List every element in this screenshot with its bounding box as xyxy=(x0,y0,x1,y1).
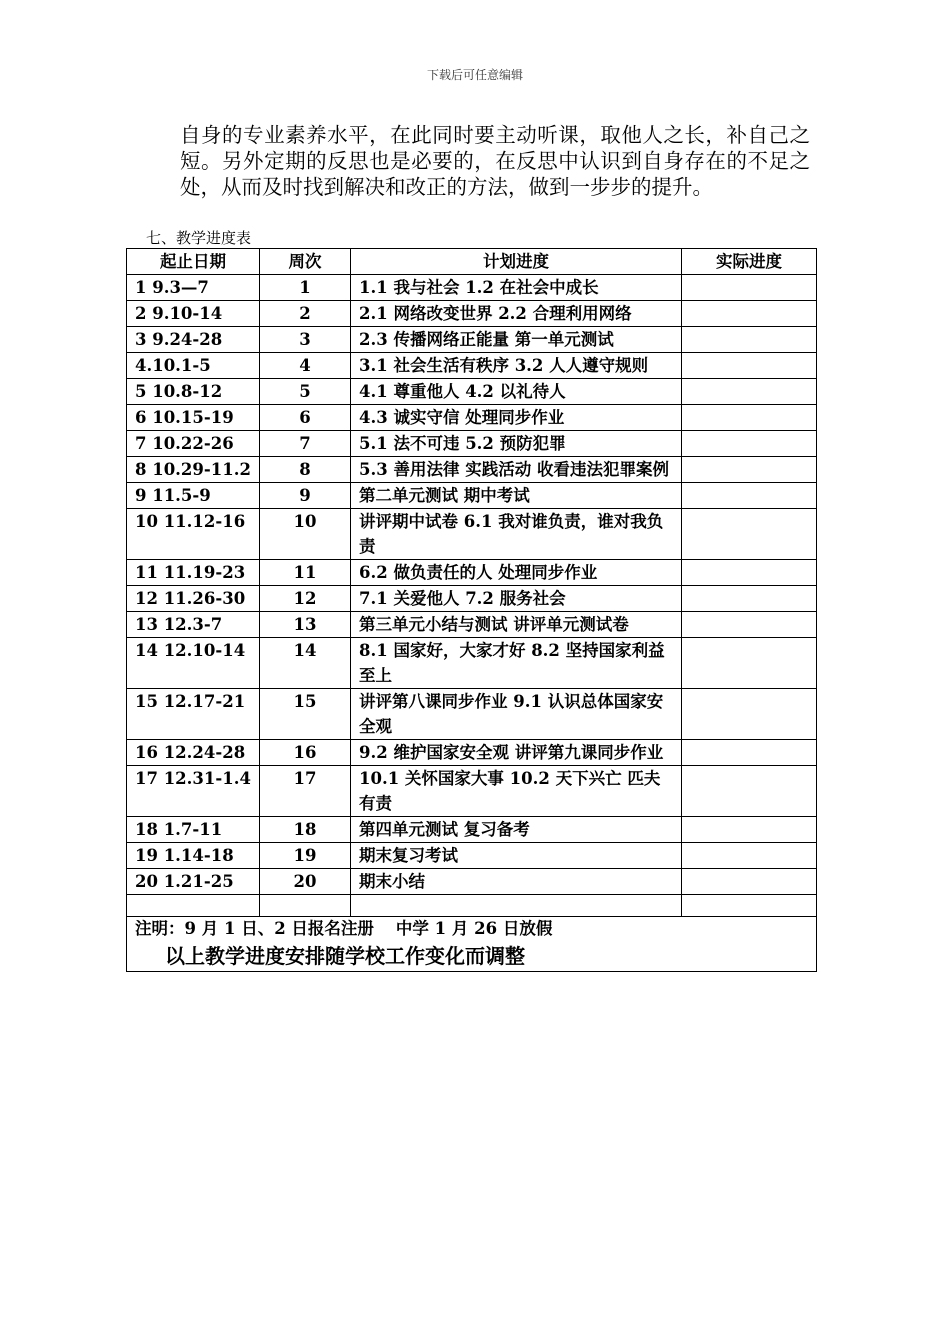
cell-actual xyxy=(682,509,817,560)
header-date: 起止日期 xyxy=(127,249,260,275)
cell-actual xyxy=(682,301,817,327)
table-row xyxy=(127,431,817,457)
cell-actual xyxy=(682,843,817,869)
cell-week: 16 xyxy=(260,740,351,766)
cell-week: 7 xyxy=(260,431,351,457)
cell-week: 13 xyxy=(260,612,351,638)
cell-actual xyxy=(682,457,817,483)
cell-date: 1 9.3—7 xyxy=(127,275,260,301)
table-row xyxy=(127,327,817,353)
cell-plan: 讲评期中试卷 6.1 我对谁负责，谁对我负责 xyxy=(351,509,682,560)
cell-actual xyxy=(682,586,817,612)
table-header-row xyxy=(127,249,817,275)
cell-date: 19 1.14-18 xyxy=(127,843,260,869)
table-row xyxy=(127,869,817,895)
blank-cell xyxy=(351,895,682,917)
cell-actual xyxy=(682,612,817,638)
cell-date: 8 10.29-11.2 xyxy=(127,457,260,483)
page-header: 下载后可任意编辑 xyxy=(426,68,523,82)
cell-actual xyxy=(682,638,817,689)
table-row xyxy=(127,612,817,638)
cell-week: 8 xyxy=(260,457,351,483)
table-row xyxy=(127,766,817,817)
note-holiday: 中学 1 月 26 日放假 xyxy=(395,919,553,938)
header-actual: 实际进度 xyxy=(682,249,817,275)
table-row xyxy=(127,301,817,327)
cell-week: 20 xyxy=(260,869,351,895)
table-row xyxy=(127,740,817,766)
cell-date: 16 12.24-28 xyxy=(127,740,260,766)
cell-week: 12 xyxy=(260,586,351,612)
cell-date: 10 11.12-16 xyxy=(127,509,260,560)
note-cell xyxy=(127,917,817,972)
cell-plan: 10.1 关怀国家大事 10.2 天下兴亡 匹夫有责 xyxy=(351,766,682,817)
cell-date: 12 11.26-30 xyxy=(127,586,260,612)
cell-date: 17 12.31-1.4 xyxy=(127,766,260,817)
cell-week: 17 xyxy=(260,766,351,817)
cell-plan: 第二单元测试 期中考试 xyxy=(351,483,682,509)
cell-plan: 3.1 社会生活有秩序 3.2 人人遵守规则 xyxy=(351,353,682,379)
cell-plan: 期末复习考试 xyxy=(351,843,682,869)
table-row xyxy=(127,353,817,379)
table-row xyxy=(127,275,817,301)
cell-week: 4 xyxy=(260,353,351,379)
cell-plan: 第四单元测试 复习备考 xyxy=(351,817,682,843)
cell-actual xyxy=(682,353,817,379)
table-row xyxy=(127,509,817,560)
table-row xyxy=(127,457,817,483)
cell-date: 9 11.5-9 xyxy=(127,483,260,509)
cell-date: 14 12.10-14 xyxy=(127,638,260,689)
table-row xyxy=(127,843,817,869)
cell-plan: 4.1 尊重他人 4.2 以礼待人 xyxy=(351,379,682,405)
cell-date: 4.10.1-5 xyxy=(127,353,260,379)
note-line-1 xyxy=(135,917,808,941)
cell-plan: 第三单元小结与测试 讲评单元测试卷 xyxy=(351,612,682,638)
cell-plan: 7.1 关爱他人 7.2 服务社会 xyxy=(351,586,682,612)
cell-plan: 2.3 传播网络正能量 第一单元测试 xyxy=(351,327,682,353)
cell-plan: 6.2 做负责任的人 处理同步作业 xyxy=(351,560,682,586)
cell-date: 3 9.24-28 xyxy=(127,327,260,353)
cell-week: 6 xyxy=(260,405,351,431)
cell-week: 19 xyxy=(260,843,351,869)
blank-cell xyxy=(682,895,817,917)
cell-plan: 9.2 维护国家安全观 讲评第九课同步作业 xyxy=(351,740,682,766)
cell-plan: 8.1 国家好，大家才好 8.2 坚持国家利益至上 xyxy=(351,638,682,689)
table-row xyxy=(127,483,817,509)
cell-date: 18 1.7-11 xyxy=(127,817,260,843)
section-title: 七、教学进度表 xyxy=(146,229,252,247)
cell-plan: 1.1 我与社会 1.2 在社会中成长 xyxy=(351,275,682,301)
cell-plan: 5.3 善用法律 实践活动 收看违法犯罪案例 xyxy=(351,457,682,483)
cell-date: 11 11.19-23 xyxy=(127,560,260,586)
cell-actual xyxy=(682,740,817,766)
cell-week: 2 xyxy=(260,301,351,327)
blank-cell xyxy=(127,895,260,917)
cell-plan: 4.3 诚实守信 处理同步作业 xyxy=(351,405,682,431)
cell-date: 7 10.22-26 xyxy=(127,431,260,457)
table-row xyxy=(127,689,817,740)
cell-actual xyxy=(682,379,817,405)
table-row xyxy=(127,379,817,405)
header-week: 周次 xyxy=(260,249,351,275)
cell-date: 5 10.8-12 xyxy=(127,379,260,405)
schedule-table xyxy=(126,248,817,972)
header-plan: 计划进度 xyxy=(351,249,682,275)
cell-actual xyxy=(682,817,817,843)
table-row xyxy=(127,560,817,586)
cell-plan: 2.1 网络改变世界 2.2 合理利用网络 xyxy=(351,301,682,327)
cell-actual xyxy=(682,869,817,895)
cell-date: 20 1.21-25 xyxy=(127,869,260,895)
cell-actual xyxy=(682,405,817,431)
cell-actual xyxy=(682,689,817,740)
cell-actual xyxy=(682,560,817,586)
cell-actual xyxy=(682,766,817,817)
cell-date: 13 12.3-7 xyxy=(127,612,260,638)
cell-week: 10 xyxy=(260,509,351,560)
cell-week: 14 xyxy=(260,638,351,689)
cell-plan: 期末小结 xyxy=(351,869,682,895)
cell-actual xyxy=(682,275,817,301)
cell-week: 11 xyxy=(260,560,351,586)
cell-week: 15 xyxy=(260,689,351,740)
note-registration: 注明：9 月 1 日、2 日报名注册 xyxy=(135,919,374,938)
cell-date: 6 10.15-19 xyxy=(127,405,260,431)
table-blank-row xyxy=(127,895,817,917)
note-row xyxy=(127,917,817,972)
blank-cell xyxy=(260,895,351,917)
cell-date: 15 12.17-21 xyxy=(127,689,260,740)
body-paragraph: 自身的专业素养水平，在此同时要主动听课，取他人之长，补自己之短。另外定期的反思也是必要的，在反思中认识到自身存在的不足之处，从而及时找到解决和改正的方法，做到一步步的提升。 xyxy=(180,123,810,199)
cell-week: 3 xyxy=(260,327,351,353)
cell-week: 1 xyxy=(260,275,351,301)
cell-week: 9 xyxy=(260,483,351,509)
cell-actual xyxy=(682,431,817,457)
cell-date: 2 9.10-14 xyxy=(127,301,260,327)
cell-plan: 5.1 法不可违 5.2 预防犯罪 xyxy=(351,431,682,457)
cell-week: 5 xyxy=(260,379,351,405)
cell-plan: 讲评第八课同步作业 9.1 认识总体国家安全观 xyxy=(351,689,682,740)
cell-week: 18 xyxy=(260,817,351,843)
table-row xyxy=(127,586,817,612)
table-row xyxy=(127,817,817,843)
cell-actual xyxy=(682,327,817,353)
table-row xyxy=(127,638,817,689)
note-line-2: 以上教学进度安排随学校工作变化而调整 xyxy=(165,944,525,968)
table-row xyxy=(127,405,817,431)
cell-actual xyxy=(682,483,817,509)
